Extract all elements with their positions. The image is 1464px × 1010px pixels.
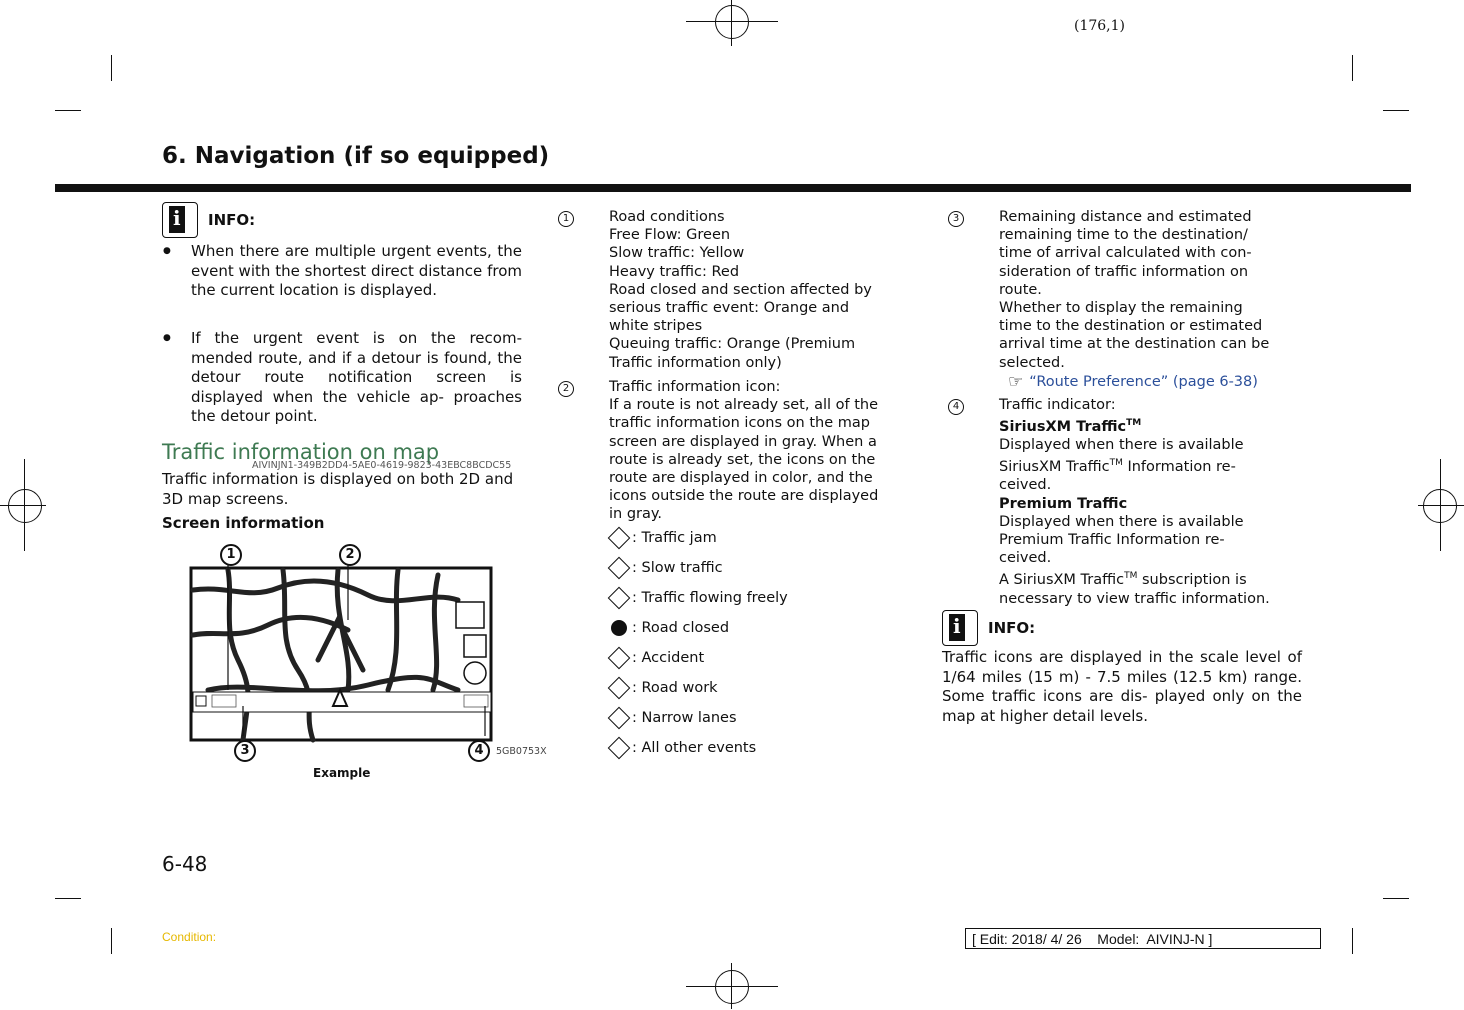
- icon-label: : Traffic flowing freely: [632, 590, 788, 606]
- text-line: Queuing traffic: Orange (Premium: [609, 336, 856, 353]
- icon-legend-item: [609, 680, 718, 696]
- text-line: necessary to view traffic information.: [999, 590, 1270, 607]
- icon-label: : Road work: [632, 680, 718, 696]
- icon-legend-item: [609, 530, 717, 546]
- text-line: in gray.: [609, 506, 663, 523]
- other-events-icon: [608, 737, 631, 760]
- text-line: Heavy traffic: Red: [609, 263, 740, 280]
- doc-id: AIVINJN1-349B2DD4-5AE0-4619-9823-43EBC8BCDC55: [252, 460, 512, 471]
- text-line: route is already set, the icons on the: [609, 451, 876, 468]
- text-line: ceived.: [999, 477, 1052, 494]
- condition-label: Condition:: [162, 930, 217, 944]
- text-line: [999, 567, 1304, 589]
- icon-legend-item: [609, 650, 704, 666]
- text-line: If a route is not already set, all of the: [609, 397, 879, 414]
- icon-legend-item: [609, 710, 737, 726]
- text-part: A SiriusXM Traffic: [999, 572, 1125, 589]
- map-screen-illustration: [188, 540, 498, 768]
- registration-line: [731, 0, 732, 46]
- text-line: Road closed and section affected by: [609, 281, 872, 298]
- section-rule: [55, 184, 1411, 192]
- registration-mark: [715, 970, 749, 1004]
- registration-line: [686, 986, 778, 987]
- crop-mark: [1383, 898, 1409, 899]
- text-line: Traffic information only): [609, 354, 782, 371]
- text-line: Slow traffic: Yellow: [609, 245, 745, 262]
- narrow-lanes-icon: [608, 707, 631, 730]
- text-line: time of arrival calculated with con-: [999, 245, 1252, 262]
- text-line: remaining time to the destination/: [999, 227, 1248, 244]
- item-3-text: [999, 208, 1304, 372]
- text-line: Free Flow: Green: [609, 227, 731, 244]
- item-number-3: 3: [948, 211, 964, 227]
- icon-label: : Narrow lanes: [632, 710, 737, 726]
- text-line: Traffic indicator:: [999, 397, 1116, 413]
- route-preference-link[interactable]: [1008, 372, 1258, 392]
- road-closed-icon: [611, 620, 627, 636]
- text-line: serious traffic event: Orange and: [609, 300, 850, 317]
- bullet-item: ● If the urgent event is on the recom- mended route, and if a detour is found, the detour route notification screen is displayed when the vehicle ap- proaches the detour point.: [191, 329, 522, 427]
- premium-traffic-heading: Premium Traffic: [999, 495, 1128, 512]
- bullet-item: ● When there are multiple urgent events, the event with the shortest direct distance from the current location is displayed.: [191, 242, 522, 301]
- callout-3: 3: [234, 740, 256, 762]
- figure-caption: Example: [313, 766, 371, 780]
- callout-4: 4: [468, 740, 490, 762]
- icon-label: : Traffic jam: [632, 530, 717, 546]
- text-part: Information re-: [1122, 459, 1236, 476]
- crop-mark: [111, 55, 112, 81]
- crop-mark: [55, 898, 81, 899]
- crop-mark: [1352, 55, 1353, 81]
- icon-legend-item: [609, 560, 723, 576]
- road-work-icon: [608, 677, 631, 700]
- page-ref: (176,1): [1074, 18, 1126, 34]
- crop-mark: [1352, 928, 1353, 954]
- text-line: traffic information icons on the map: [609, 415, 870, 432]
- trademark: TM: [1124, 571, 1138, 582]
- info-icon: [162, 202, 198, 238]
- text-part: subscription is: [1137, 572, 1247, 589]
- text-line: icons outside the route are displayed: [609, 488, 879, 505]
- slow-traffic-icon: [608, 557, 631, 580]
- crop-mark: [111, 928, 112, 954]
- item-number-4: 4: [948, 399, 964, 415]
- icon-label: : All other events: [632, 740, 757, 756]
- icon-label: : Accident: [632, 650, 705, 666]
- item-1-text: [609, 208, 909, 372]
- crop-mark: [1383, 110, 1409, 111]
- subheading: Traffic information on map: [162, 440, 440, 464]
- pointing-hand-icon: ☞: [1008, 372, 1024, 392]
- registration-mark: [715, 5, 749, 39]
- text-line: Whether to display the remaining: [999, 300, 1243, 317]
- siriusxm-heading: [999, 414, 1304, 436]
- icon-legend-item: [609, 620, 729, 636]
- page-number: 6-48: [162, 852, 208, 876]
- link-label: “Route Preference” (page 6-38): [1029, 374, 1258, 390]
- registration-line: [1418, 505, 1464, 506]
- callout-2: 2: [339, 544, 361, 566]
- edit-info: [ Edit: 2018/ 4/ 26 Model: AIVINJ-N ]: [965, 928, 1321, 949]
- traffic-jam-icon: [608, 527, 631, 550]
- text-line: route are displayed in color, and the: [609, 470, 873, 487]
- callout-1: 1: [220, 544, 242, 566]
- item-number-1: 1: [558, 211, 574, 227]
- info-label: INFO:: [208, 211, 256, 229]
- text-line: white stripes: [609, 318, 703, 335]
- section-title: 6. Navigation (if so equipped): [162, 143, 550, 169]
- text-line: selected.: [999, 354, 1065, 371]
- screen-info-heading: Screen information: [162, 514, 325, 532]
- map-figure: [188, 540, 498, 768]
- item-number-2: 2: [558, 381, 574, 397]
- text-line: Road conditions: [609, 209, 725, 225]
- text-line: Remaining distance and estimated: [999, 209, 1252, 225]
- text-line: route.: [999, 281, 1042, 298]
- crop-mark: [55, 110, 81, 111]
- text-line: Displayed when there is available: [999, 437, 1244, 454]
- text-line: Premium Traffic Information re-: [999, 532, 1225, 549]
- text-line: sideration of traffic information on: [999, 263, 1249, 280]
- text-line: arrival time at the destination can be: [999, 336, 1270, 353]
- accident-icon: [608, 647, 631, 670]
- intro-text: Traffic information is displayed on both 2D and 3D map screens.: [162, 470, 514, 508]
- icon-label: : Road closed: [632, 620, 730, 636]
- registration-line: [1440, 459, 1441, 551]
- text-line: ceived.: [999, 550, 1052, 567]
- registration-line: [24, 459, 25, 551]
- trademark: TM: [1109, 458, 1123, 469]
- text-line: time to the destination or estimated: [999, 318, 1263, 335]
- info-icon: [942, 610, 978, 646]
- text-part: SiriusXM Traffic: [999, 459, 1110, 476]
- info-heading-2: [942, 610, 1035, 646]
- registration-mark: [8, 489, 42, 523]
- trademark: TM: [1126, 418, 1142, 429]
- text-line: [999, 454, 1304, 476]
- registration-line: [0, 505, 46, 506]
- traffic-flowing-icon: [608, 587, 631, 610]
- info-heading: [162, 202, 255, 238]
- figure-code: 5GB0753X: [496, 746, 547, 757]
- info-text: Traffic icons are displayed in the scale level of 1/64 miles (15 m) - 7.5 miles (12.5 km) range. Some traffic icons are dis- played only on the map at higher detail levels.: [942, 648, 1302, 725]
- text-line: Displayed when there is available: [999, 513, 1244, 530]
- icon-legend-item: [609, 740, 756, 756]
- item-2-text: [609, 378, 909, 524]
- registration-line: [686, 21, 778, 22]
- icon-legend-item: [609, 590, 788, 606]
- text-line: Traffic information icon:: [609, 379, 781, 395]
- icon-label: : Slow traffic: [632, 560, 723, 576]
- text-line: screen are displayed in gray. When a: [609, 433, 877, 450]
- item-4-text: [999, 396, 1304, 608]
- registration-line: [731, 963, 732, 1009]
- info-label: INFO:: [988, 619, 1036, 637]
- siriusxm-label: SiriusXM Traffic: [999, 419, 1127, 436]
